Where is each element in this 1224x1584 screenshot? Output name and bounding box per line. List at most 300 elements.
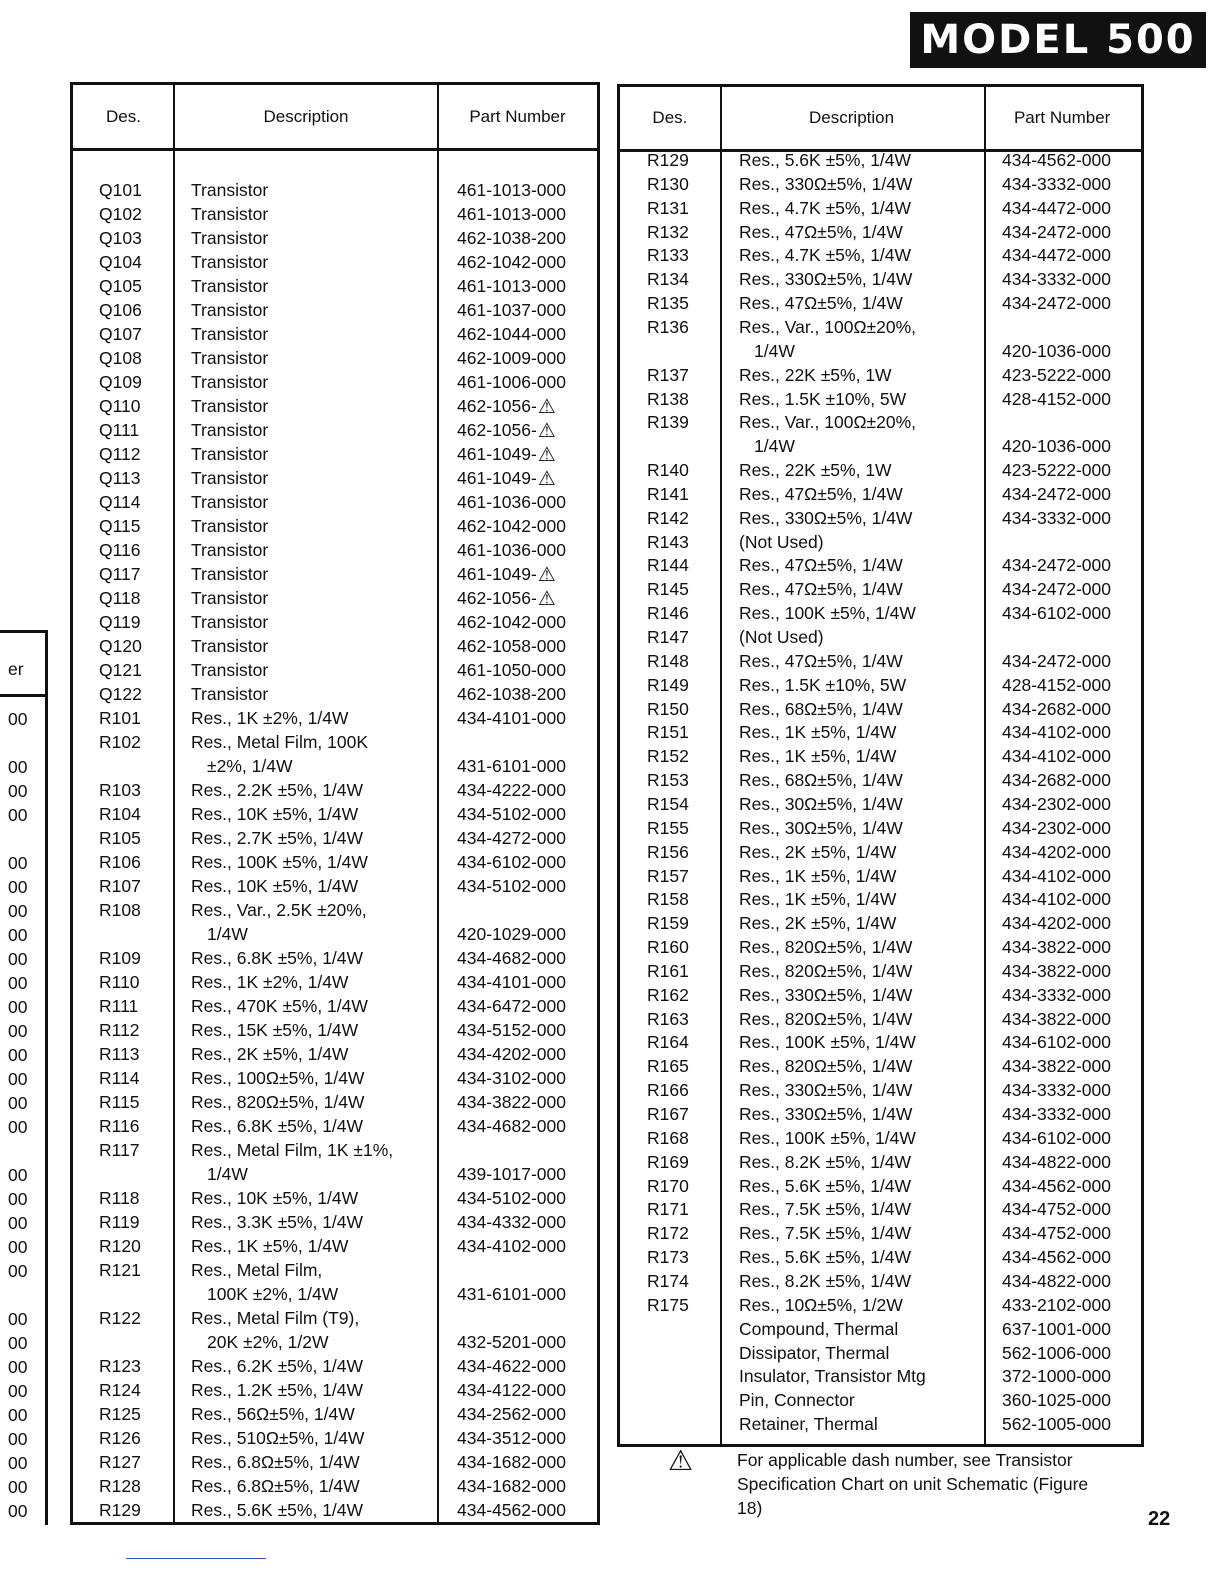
part-number-cell (457, 491, 566, 513)
designation-cell: R121 (99, 1260, 141, 1280)
description-cell: Res., 68Ω±5%, 1/4W (739, 770, 903, 791)
designation-cell: R161 (647, 960, 689, 981)
part-number-text: 461-1050-000 (457, 660, 566, 680)
part-number-cell (457, 347, 566, 369)
part-number-cell (1002, 388, 1111, 410)
part-number-cell (1002, 674, 1111, 696)
designation-cell: R139 (647, 412, 689, 433)
part-number-cell (457, 299, 566, 321)
part-number-text: 434-3822-000 (1002, 937, 1111, 958)
part-number-text: 434-3822-000 (1002, 960, 1111, 981)
page-number: 22 (1148, 1508, 1171, 1530)
part-number-text: 462-1038-200 (457, 228, 566, 248)
part-number-text: 434-2682-000 (1002, 770, 1111, 791)
description-cell: Res., 47Ω±5%, 1/4W (739, 221, 903, 242)
description-cell: Res., Var., 100Ω±20%, (739, 316, 917, 337)
description-cell: Res., 15K ±5%, 1/4W (191, 1020, 359, 1040)
designation-cell: Q103 (99, 228, 142, 248)
part-number-cell (457, 1019, 566, 1041)
designation-cell: R132 (647, 221, 689, 242)
part-number-cell (1002, 1008, 1111, 1030)
part-number-cell (1002, 960, 1111, 982)
part-number-cell (457, 1211, 566, 1233)
part-number-text: 434-4752-000 (1002, 1223, 1111, 1244)
designation-cell: R116 (99, 1116, 140, 1136)
designation-cell: Q114 (99, 492, 141, 512)
designation-cell: R149 (647, 674, 689, 695)
warning-triangle-icon: ⚠ (537, 588, 556, 610)
description-cell: Transistor (191, 252, 269, 272)
designation-cell: Q118 (99, 588, 141, 608)
description-cell: Pin, Connector (739, 1390, 855, 1411)
designation-cell: Q110 (99, 396, 141, 416)
part-number-cell (1002, 745, 1111, 767)
part-number-text: 461-1036-000 (457, 492, 566, 512)
description-cell: Res., 5.6K ±5%, 1/4W (739, 1247, 912, 1268)
description-cell: Res., 1.2K ±5%, 1/4W (191, 1380, 364, 1400)
part-number-text: 434-4682-000 (457, 1116, 566, 1136)
adjacent-page-cell: 00 (8, 1045, 28, 1065)
part-number-text: 434-2472-000 (1002, 483, 1111, 504)
designation-cell: R133 (647, 245, 689, 266)
part-number-text: 434-2302-000 (1002, 793, 1111, 814)
part-number-text: 428-4152-000 (1002, 674, 1111, 695)
part-number-text: 562-1005-000 (1002, 1414, 1111, 1435)
part-number-cell (457, 1163, 566, 1185)
description-cell: Res., Metal Film (T9), (191, 1308, 360, 1328)
description-cell: Res., 10K ±5%, 1/4W (191, 876, 359, 896)
adjacent-page-cell: 00 (8, 1093, 28, 1113)
description-cell: Transistor (191, 420, 269, 440)
description-cell: Res., 5.6K ±5%, 1/4W (739, 1175, 912, 1196)
part-number-cell (457, 923, 566, 945)
column-header-des: Des. (652, 108, 688, 127)
part-number-text: 434-6472-000 (457, 996, 566, 1016)
description-cell: Res., 330Ω±5%, 1/4W (739, 1104, 913, 1124)
part-number-cell (1002, 1342, 1111, 1364)
part-number-cell (457, 1043, 566, 1065)
adjacent-page-cell: 00 (8, 997, 28, 1017)
part-number-text: 434-3332-000 (1002, 984, 1111, 1005)
part-number-text: 434-4102-000 (1002, 746, 1111, 767)
description-cell: Transistor (191, 300, 269, 320)
part-number-cell (457, 323, 566, 345)
designation-cell: R165 (647, 1056, 689, 1077)
designation-cell: R113 (99, 1044, 140, 1064)
description-cell: Res., 10K ±5%, 1/4W (191, 1188, 359, 1208)
description-cell: ±2%, 1/4W (207, 756, 293, 776)
part-number-cell (1002, 888, 1111, 910)
description-cell: Res., 2.7K ±5%, 1/4W (191, 828, 364, 848)
part-number-text: 434-5102-000 (457, 1188, 566, 1208)
designation-cell: R136 (647, 316, 689, 337)
description-cell: Res., 10K ±5%, 1/4W (191, 804, 359, 824)
part-number-cell (457, 1283, 566, 1305)
description-cell: Res., 5.6K ±5%, 1/4W (739, 150, 912, 170)
adjacent-page-cell: 00 (8, 853, 28, 873)
part-number-cell (457, 1475, 566, 1497)
description-cell: Transistor (191, 564, 269, 584)
part-number-cell (457, 251, 566, 273)
description-cell: Res., 820Ω±5%, 1/4W (191, 1092, 365, 1112)
designation-cell: R104 (99, 804, 141, 824)
description-cell: Res., 8.2K ±5%, 1/4W (739, 1151, 912, 1172)
column-header-part-number: Part Number (469, 106, 566, 126)
designation-cell: Q105 (99, 276, 142, 296)
designation-cell: Q109 (99, 372, 142, 392)
part-number-text: 360-1025-000 (1002, 1390, 1111, 1411)
designation-cell: R153 (647, 770, 689, 791)
description-cell: Res., 820Ω±5%, 1/4W (739, 937, 913, 958)
part-number-text: 434-4822-000 (1002, 1270, 1111, 1291)
part-number-cell (457, 179, 566, 201)
part-number-cell (1002, 173, 1111, 195)
designation-cell: Q101 (99, 180, 142, 200)
designation-cell: R175 (647, 1294, 689, 1315)
part-number-text: 434-3332-000 (1002, 1080, 1111, 1101)
description-cell: Res., 6.8Ω±5%, 1/4W (191, 1476, 360, 1496)
column-divider (437, 85, 439, 1522)
description-cell: Transistor (191, 588, 269, 608)
table-header-row (73, 85, 597, 151)
description-cell: Res., 100K ±5%, 1/4W (191, 852, 368, 872)
designation-cell: R102 (99, 732, 141, 752)
part-number-cell (1002, 1127, 1111, 1149)
part-number-text: 462-1009-000 (457, 348, 566, 368)
table-header-row (620, 87, 1141, 152)
part-number-text: 423-5222-000 (1002, 364, 1111, 385)
part-number-text: 434-6102-000 (1002, 1032, 1111, 1053)
description-cell: Res., 6.8Ω±5%, 1/4W (191, 1452, 360, 1472)
description-cell: Res., 100K ±5%, 1/4W (739, 1127, 916, 1148)
part-number-cell (1002, 221, 1111, 243)
column-divider (984, 87, 986, 1444)
designation-cell: R160 (647, 937, 689, 958)
description-cell: Transistor (191, 324, 269, 344)
part-number-text: 434-4562-000 (1002, 150, 1111, 170)
part-number-text: 434-4101-000 (457, 972, 566, 992)
description-cell: Res., 6.2K ±5%, 1/4W (191, 1356, 364, 1376)
adjacent-page-cell: 00 (8, 925, 28, 945)
description-cell: Res., 100K ±5%, 1/4W (739, 1032, 916, 1053)
footnote-text: For applicable dash number, see Transistor Specification Chart on unit Schematic (Figure 18) (737, 1450, 1089, 1518)
description-cell: Res., 56Ω±5%, 1/4W (191, 1404, 355, 1424)
designation-cell: R138 (647, 388, 689, 409)
part-number-cell (457, 995, 566, 1017)
part-number-text: 434-5102-000 (457, 876, 566, 896)
description-cell: Res., 330Ω±5%, 1/4W (739, 1080, 913, 1101)
adjacent-page-cell: 00 (8, 709, 28, 729)
description-cell: Transistor (191, 276, 269, 296)
part-number-cell (1002, 1270, 1111, 1292)
description-cell: Transistor (191, 228, 269, 248)
part-number-text: 434-6102-000 (457, 852, 566, 872)
designation-cell: R101 (99, 708, 141, 728)
designation-cell: Q117 (99, 564, 141, 584)
designation-cell: R144 (647, 555, 689, 576)
part-number-text: 462-1042-000 (457, 612, 566, 632)
part-number-text: 461-1013-000 (457, 276, 566, 296)
description-cell: Res., 1.5K ±10%, 5W (739, 388, 907, 409)
designation-cell: Q104 (99, 252, 142, 272)
description-cell: Transistor (191, 492, 269, 512)
part-number-text: 434-4202-000 (1002, 841, 1111, 862)
designation-cell: R152 (647, 746, 689, 767)
designation-cell: R108 (99, 900, 141, 920)
description-cell: Res., 3.3K ±5%, 1/4W (191, 1212, 364, 1232)
part-number-text: 434-4472-000 (1002, 245, 1111, 266)
part-number-cell (1002, 984, 1111, 1006)
part-number-cell (457, 635, 566, 657)
adjacent-page-cell: 00 (8, 1501, 28, 1521)
part-number-cell (1002, 1294, 1111, 1316)
part-number-cell (1002, 698, 1111, 720)
part-number-text: 434-4102-000 (1002, 865, 1111, 886)
part-number-text: 428-4152-000 (1002, 388, 1111, 409)
description-cell: Res., 100Ω±5%, 1/4W (191, 1068, 365, 1088)
designation-cell: R167 (647, 1104, 689, 1124)
description-cell: 1/4W (754, 436, 795, 457)
designation-cell: R135 (647, 293, 689, 314)
part-number-text: 434-6102-000 (1002, 1127, 1111, 1148)
description-cell: 100K ±2%, 1/4W (207, 1284, 339, 1304)
part-number-cell (457, 371, 566, 393)
designation-cell: R147 (647, 627, 689, 647)
designation-cell: R158 (647, 889, 689, 910)
part-number-text: 462-1056- (457, 396, 537, 416)
designation-cell: R118 (99, 1188, 140, 1208)
description-cell: Res., 330Ω±5%, 1/4W (739, 507, 913, 528)
description-cell: Transistor (191, 204, 269, 224)
part-number-cell (1002, 578, 1111, 600)
part-number-text: 434-2472-000 (1002, 221, 1111, 242)
designation-cell: R174 (647, 1270, 689, 1291)
description-cell: Res., 2.2K ±5%, 1/4W (191, 780, 364, 800)
designation-cell: R146 (647, 603, 689, 624)
description-cell: Res., 510Ω±5%, 1/4W (191, 1428, 365, 1448)
designation-cell: Q111 (99, 420, 140, 440)
part-number-text: 434-4202-000 (457, 1044, 566, 1064)
adjacent-page-cell: 00 (8, 901, 28, 921)
part-number-cell (457, 539, 566, 561)
description-cell: Res., 1.5K ±10%, 5W (739, 674, 907, 695)
description-cell: Res., 820Ω±5%, 1/4W (739, 1008, 913, 1029)
adjacent-page-cell: 00 (8, 877, 28, 897)
adjacent-page-cell: 00 (8, 1309, 28, 1329)
description-cell: (Not Used) (739, 627, 824, 647)
description-cell: Res., 30Ω±5%, 1/4W (739, 817, 903, 838)
part-number-text: 434-4682-000 (457, 948, 566, 968)
part-number-cell (457, 1355, 566, 1377)
description-cell: Res., 47Ω±5%, 1/4W (739, 483, 903, 504)
description-cell: Res., 2K ±5%, 1/4W (191, 1044, 349, 1064)
designation-cell: R143 (647, 531, 689, 552)
part-number-text: 433-2102-000 (1002, 1294, 1111, 1315)
part-number-text: 461-1037-000 (457, 300, 566, 320)
part-number-text: 434-3822-000 (1002, 1008, 1111, 1029)
warning-triangle-icon: ⚠ (537, 468, 556, 490)
description-cell: Retainer, Thermal (739, 1414, 878, 1435)
description-cell: Res., 330Ω±5%, 1/4W (739, 269, 913, 290)
designation-cell: R111 (99, 996, 139, 1016)
part-number-cell (1002, 292, 1111, 314)
designation-cell: R142 (647, 507, 689, 528)
designation-cell: Q115 (99, 516, 141, 536)
part-number-cell (457, 275, 566, 297)
part-number-cell (457, 1499, 566, 1521)
part-number-text: 434-3332-000 (1002, 507, 1111, 528)
part-number-text: 434-3332-000 (1002, 173, 1111, 194)
part-number-text: 434-4622-000 (457, 1356, 566, 1376)
part-number-cell (457, 419, 556, 441)
part-number-cell (1002, 1365, 1111, 1387)
part-number-cell (457, 947, 566, 969)
part-number-cell (457, 611, 566, 633)
part-number-text: 637-1001-000 (1002, 1318, 1111, 1339)
part-number-cell (1002, 1103, 1111, 1125)
description-cell: Transistor (191, 396, 269, 416)
part-number-text: 434-3512-000 (457, 1428, 566, 1448)
part-number-text: 434-4122-000 (457, 1380, 566, 1400)
designation-cell: R117 (99, 1140, 140, 1160)
description-cell: Transistor (191, 372, 269, 392)
designation-cell: Q102 (99, 204, 142, 224)
adjacent-page-cell: 00 (8, 1237, 28, 1257)
part-number-cell (457, 803, 566, 825)
part-number-cell (457, 1067, 566, 1089)
adjacent-page-cell: 00 (8, 781, 28, 801)
description-cell: Res., 10Ω±5%, 1/2W (739, 1294, 903, 1315)
description-cell: Insulator, Transistor Mtg (739, 1366, 926, 1387)
description-cell: Res., 4.7K ±5%, 1/4W (739, 245, 912, 266)
part-number-text: 434-6102-000 (1002, 603, 1111, 624)
part-number-text: 372-1000-000 (1002, 1366, 1111, 1387)
part-number-text: 434-4562-000 (1002, 1175, 1111, 1196)
adjacent-page-cell: 00 (8, 1429, 28, 1449)
description-cell: Res., 47Ω±5%, 1/4W (739, 555, 903, 576)
designation-cell: R137 (647, 364, 689, 385)
description-cell: Transistor (191, 636, 269, 656)
part-number-cell (457, 1115, 566, 1137)
description-cell: Res., 30Ω±5%, 1/4W (739, 793, 903, 814)
part-number-cell (1002, 793, 1111, 815)
description-cell: Res., 330Ω±5%, 1/4W (739, 984, 913, 1005)
description-cell: Compound, Thermal (739, 1318, 899, 1339)
part-number-cell (457, 827, 566, 849)
designation-cell: R151 (647, 722, 689, 743)
part-number-cell (457, 1451, 566, 1473)
designation-cell: R157 (647, 865, 689, 886)
part-number-text: 462-1042-000 (457, 516, 566, 536)
description-cell: Res., 7.5K ±5%, 1/4W (739, 1223, 912, 1244)
part-number-cell (457, 203, 566, 225)
designation-cell: R114 (99, 1068, 140, 1088)
part-number-cell (1002, 1031, 1111, 1053)
part-number-cell (1002, 340, 1111, 362)
description-cell: Transistor (191, 516, 269, 536)
part-number-cell (1002, 268, 1111, 290)
part-number-text: 461-1049- (457, 564, 537, 584)
description-cell: Res., 8.2K ±5%, 1/4W (739, 1270, 912, 1291)
designation-cell: R107 (99, 876, 141, 896)
designation-cell: R145 (647, 579, 689, 600)
designation-cell: Q113 (99, 468, 141, 488)
adjacent-page-header-border (0, 694, 48, 697)
part-number-text: 431-6101-000 (457, 1284, 566, 1304)
part-number-cell (457, 395, 556, 417)
part-number-cell (457, 1379, 566, 1401)
designation-cell: R126 (99, 1428, 141, 1448)
part-number-text: 434-3102-000 (457, 1068, 566, 1088)
adjacent-page-cell: 00 (8, 973, 28, 993)
part-number-cell (1002, 769, 1111, 791)
designation-cell: R131 (647, 197, 689, 218)
part-number-cell (457, 1235, 566, 1257)
designation-cell: R168 (647, 1127, 689, 1148)
designation-cell: Q119 (99, 612, 141, 632)
part-number-cell (457, 707, 566, 729)
part-number-cell (457, 587, 556, 609)
designation-cell: R110 (99, 972, 140, 992)
designation-cell: Q121 (99, 660, 142, 680)
part-number-text: 434-4102-000 (1002, 722, 1111, 743)
description-cell: 1/4W (207, 924, 248, 944)
description-cell: Res., 4.7K ±5%, 1/4W (739, 197, 912, 218)
designation-cell: R173 (647, 1247, 689, 1268)
description-cell: Transistor (191, 348, 269, 368)
part-number-cell (457, 779, 566, 801)
part-number-cell (457, 1091, 566, 1113)
part-number-text: 562-1006-000 (1002, 1342, 1111, 1363)
designation-cell: R128 (99, 1476, 141, 1496)
part-number-cell (457, 1187, 566, 1209)
part-number-cell (457, 683, 566, 705)
part-number-text: 434-4472-000 (1002, 197, 1111, 218)
description-cell: Res., 47Ω±5%, 1/4W (739, 579, 903, 600)
part-number-cell (1002, 364, 1111, 386)
description-cell: Res., 7.5K ±5%, 1/4W (739, 1199, 912, 1220)
designation-cell: R169 (647, 1151, 689, 1172)
description-cell: Res., 470K ±5%, 1/4W (191, 996, 368, 1016)
designation-cell: Q112 (99, 444, 141, 464)
description-cell: Dissipator, Thermal (739, 1342, 890, 1363)
description-cell: Res., Var., 2.5K ±20%, (191, 900, 367, 920)
part-number-text: 434-4202-000 (1002, 913, 1111, 934)
part-number-cell (1002, 721, 1111, 743)
description-cell: Transistor (191, 180, 269, 200)
description-cell: Res., 5.6K ±5%, 1/4W (191, 1500, 364, 1520)
warning-triangle-icon: ⚠ (537, 444, 556, 466)
part-number-cell (1002, 650, 1111, 672)
part-number-text: 439-1017-000 (457, 1164, 566, 1184)
part-number-text: 434-2562-000 (457, 1404, 566, 1424)
description-cell: Res., 68Ω±5%, 1/4W (739, 698, 903, 719)
column-divider (173, 85, 175, 1522)
designation-cell: R130 (647, 173, 689, 194)
part-number-text: 462-1058-000 (457, 636, 566, 656)
description-cell: Transistor (191, 540, 269, 560)
description-cell: Res., 6.8K ±5%, 1/4W (191, 948, 364, 968)
part-number-text: 434-2682-000 (1002, 698, 1111, 719)
part-number-cell (457, 1331, 566, 1353)
warning-triangle-icon: ⚠ (537, 420, 556, 442)
description-cell: Res., 1K ±2%, 1/4W (191, 972, 349, 992)
description-cell: Res., 6.8K ±5%, 1/4W (191, 1116, 364, 1136)
description-cell: Res., Var., 100Ω±20%, (739, 412, 917, 433)
part-number-cell (1002, 1413, 1111, 1435)
part-number-cell (1002, 1151, 1111, 1173)
part-number-cell (1002, 1389, 1111, 1411)
